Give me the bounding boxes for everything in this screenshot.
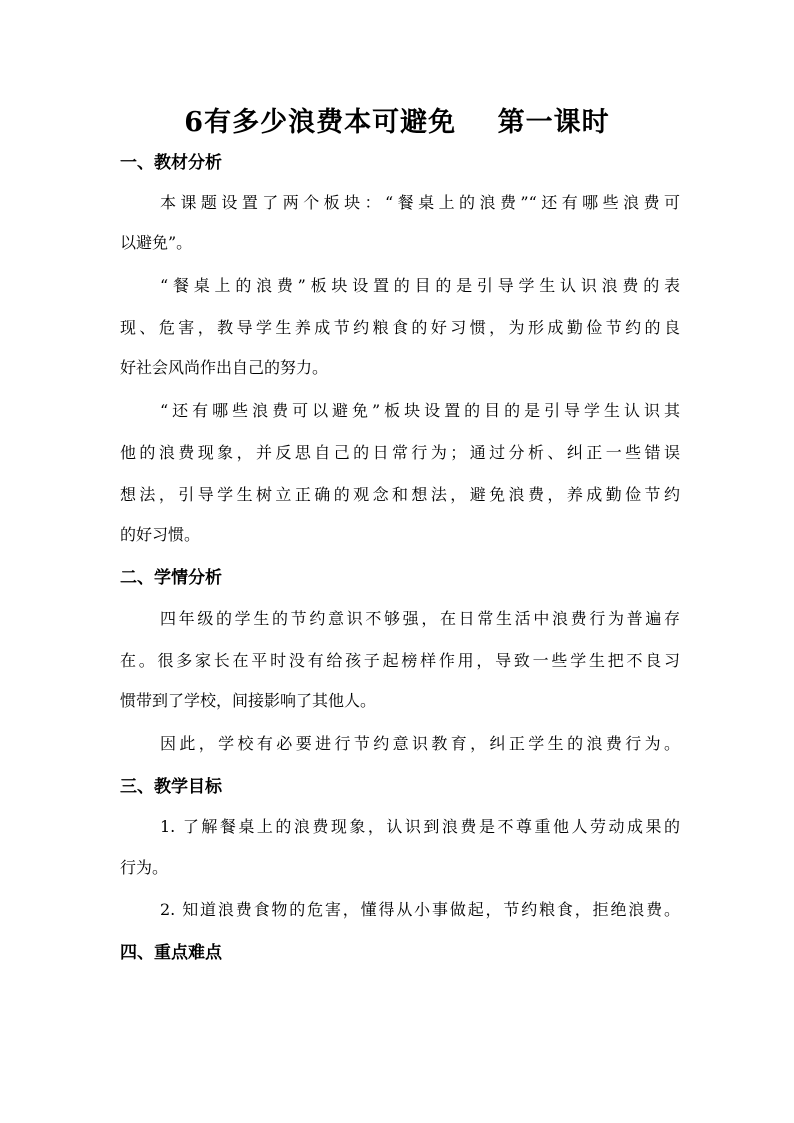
- section-heading-textbook-analysis: 一、教材分析: [120, 153, 222, 173]
- paragraph-line: 好社会风尚作出自己的努力。: [120, 358, 329, 377]
- paragraph-line: 本课题设置了两个板块：“餐桌上的浪费”“还有哪些浪费可: [160, 193, 680, 212]
- section-heading-teaching-objectives: 三、教学目标: [120, 777, 222, 797]
- paragraph-line: 惯带到了学校，间接影响了其他人。: [120, 691, 377, 710]
- paragraph-line: “还有哪些浪费可以避免”板块设置的目的是引导学生认识其: [160, 401, 680, 420]
- paragraph-line: 的好习惯。: [120, 525, 201, 544]
- paragraph-line: 以避免”。: [120, 233, 193, 252]
- paragraph-line: 因此，学校有必要进行节约意识教育，纠正学生的浪费行为。: [160, 734, 680, 753]
- paragraph-line: 四年级的学生的节约意识不够强，在日常生活中浪费行为普遍存: [160, 609, 680, 628]
- paragraph-line: 行为。: [120, 858, 169, 877]
- section-heading-key-difficulties: 四、重点难点: [120, 943, 222, 963]
- document-title: 6有多少浪费本可避免 第一课时: [184, 107, 610, 138]
- paragraph-line: 想法，引导学生树立正确的观念和想法，避免浪费，养成勤俭节约: [120, 485, 680, 504]
- paragraph-line: 现、危害，教导学生养成节约粮食的好习惯，为形成勤俭节约的良: [120, 318, 680, 337]
- paragraph-line: 在。很多家长在平时没有给孩子起榜样作用，导致一些学生把不良习: [120, 651, 680, 670]
- paragraph-line: 他的浪费现象，并反思自己的日常行为；通过分析、纠正一些错误: [120, 443, 680, 462]
- paragraph-line: 2. 知道浪费食物的危害，懂得从小事做起，节约粮食，拒绝浪费。: [160, 900, 680, 919]
- paragraph-line: “餐桌上的浪费”板块设置的目的是引导学生认识浪费的表: [160, 276, 680, 295]
- paragraph-line: 1. 了解餐桌上的浪费现象，认识到浪费是不尊重他人劳动成果的: [160, 817, 680, 836]
- section-heading-learner-analysis: 二、学情分析: [120, 568, 222, 588]
